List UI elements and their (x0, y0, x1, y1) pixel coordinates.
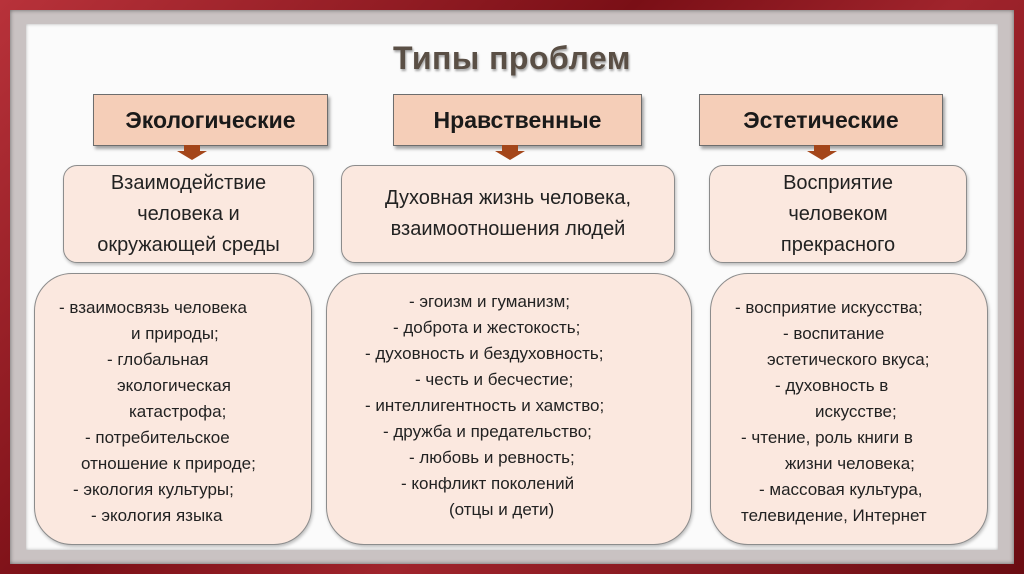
list-item: (отцы и дети) (449, 500, 555, 519)
list-item: - чтение, роль книги в (741, 428, 913, 447)
list-item: - экология культуры; (73, 480, 234, 499)
list-item: - взаимосвязь человека (59, 298, 247, 317)
list-item: - конфликт поколений (401, 474, 575, 493)
list-item: - духовность в (775, 376, 889, 395)
list-item: - воспитание (783, 324, 885, 343)
list-item: - экология языка (91, 506, 223, 525)
list-item: - духовность и бездуховность; (365, 344, 604, 363)
list-item: - потребительское (85, 428, 230, 447)
list-item: - любовь и ревность; (409, 448, 575, 467)
list-item: жизни человека; (785, 454, 915, 473)
header-box-aesthetic: Эстетические (699, 94, 943, 146)
slide-title: Типы проблем (393, 40, 631, 76)
list-item: катастрофа; (129, 402, 227, 421)
list-item: - дружба и предательство; (383, 422, 592, 441)
description-box-moral: Духовная жизнь человека, взаимоотношения людей (341, 165, 675, 263)
list-box-ecological (34, 273, 312, 545)
description-box-ecological: Взаимодействие человека и окружающей среды (63, 165, 314, 263)
description-box-aesthetic: Восприятие человеком прекрасного (709, 165, 967, 263)
list-item: телевидение, Интернет (741, 506, 927, 525)
list-item: - честь и бесчестие; (415, 370, 574, 389)
list-item: - глобальная (107, 350, 209, 369)
list-item: - массовая культура, (759, 480, 923, 499)
list-box-aesthetic (710, 273, 988, 545)
list-item: - доброта и жестокость; (393, 318, 581, 337)
list-box-moral (326, 273, 692, 545)
list-item: отношение к природе; (81, 454, 256, 473)
list-item: эстетического вкуса; (767, 350, 930, 369)
list-item: экологическая (117, 376, 231, 395)
header-box-ecological: Экологические (93, 94, 328, 146)
list-item: - интеллигентность и хамство; (365, 396, 605, 415)
list-item: - восприятие искусства; (735, 298, 923, 317)
header-box-moral: Нравственные (393, 94, 642, 146)
list-item: и природы; (131, 324, 219, 343)
list-item: - эгоизм и гуманизм; (409, 292, 571, 311)
list-item: искусстве; (815, 402, 897, 421)
